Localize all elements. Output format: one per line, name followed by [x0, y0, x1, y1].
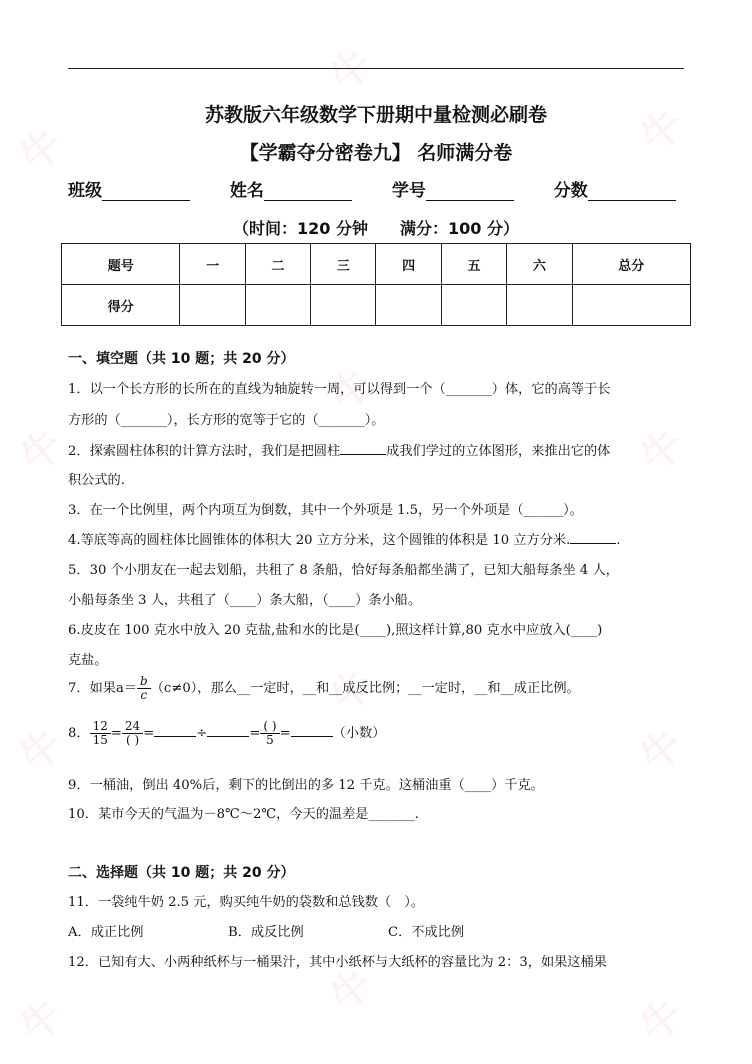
fraction-numerator: b: [137, 675, 151, 689]
name-blank[interactable]: [264, 184, 352, 201]
class-field: [68, 176, 190, 201]
question-line: 小船每条坐 3 人，共租了（____）条大船，（____）条小船。: [68, 593, 422, 608]
option-b[interactable]: B．成反比例: [228, 925, 304, 940]
equals-sign: =: [143, 726, 155, 741]
fraction-denominator: 5: [266, 733, 274, 747]
answer-blank[interactable]: [154, 724, 196, 737]
section-1-heading: 一、填空题（共 10 题；共 20 分）: [68, 351, 295, 367]
answer-blank[interactable]: [291, 724, 333, 737]
page-title: 苏教版六年级数学下册期中量检测必刷卷: [204, 104, 547, 126]
class-blank[interactable]: [102, 184, 190, 201]
table-cell: 二: [245, 244, 310, 285]
score-table-header-row: [62, 244, 691, 285]
table-cell: 四: [376, 244, 441, 285]
table-cell: 三: [311, 244, 376, 285]
score-input-cell[interactable]: [441, 285, 506, 326]
table-cell: 一: [180, 244, 245, 285]
number-field: [392, 176, 514, 201]
score-table: [61, 243, 691, 326]
fraction-numerator: 24: [122, 720, 143, 734]
score-blank[interactable]: [588, 184, 676, 201]
watermark: 牛: [322, 40, 383, 102]
question-text: 7．如果a＝: [68, 681, 138, 696]
fraction-12-15: [90, 720, 111, 747]
equals-sign: =: [110, 726, 122, 741]
watermark: 牛: [322, 660, 383, 722]
watermark: 牛: [632, 720, 693, 782]
top-rule: [68, 68, 684, 69]
answer-blank[interactable]: [570, 531, 616, 544]
question-line: 5．30 个小朋友在一起去划船，共租了 8 条船，恰好每条船都坐满了，已知大船每条坐 4 人，: [68, 563, 619, 578]
time-and-score: （时间：120 分钟 满分：100 分）: [233, 219, 519, 238]
question-line: 方形的（_______），长方形的宽等于它的（_______）。: [68, 413, 385, 428]
score-input-cell[interactable]: [376, 285, 441, 326]
score-input-cell[interactable]: [180, 285, 245, 326]
section-2-heading: 二、选择题（共 10 题；共 20 分）: [68, 865, 295, 881]
score-input-cell[interactable]: [572, 285, 690, 326]
fraction-numerator: 12: [90, 720, 111, 734]
question-line: 11．一袋纯牛奶 2.5 元，购买纯牛奶的袋数和总钱数（ ）。: [68, 895, 425, 910]
watermark: 牛: [12, 120, 73, 182]
question-line: 3．在一个比例里，两个内项互为倒数，其中一个外项是 1.5，另一个外项是（______）。: [68, 503, 583, 518]
question-text: 4.等底等高的圆柱体比圆锥体的体积大 20 立方分米，这个圆锥的体积是 10 立方分米.: [68, 533, 571, 548]
watermark: 牛: [12, 990, 73, 1052]
fraction-b-over-c: [137, 675, 151, 702]
name-label: 姓名: [229, 181, 264, 201]
score-label: 分数: [553, 181, 588, 201]
fraction-blank-5: [260, 720, 279, 747]
score-input-cell[interactable]: [245, 285, 310, 326]
equals-sign: =: [279, 726, 291, 741]
answer-blank[interactable]: [207, 724, 249, 737]
watermark: 牛: [12, 420, 73, 482]
watermark: 牛: [322, 360, 383, 422]
question-line: 克盐。: [68, 653, 108, 668]
question-line: 10．某市今天的气温为－8℃～2℃，今天的温差是_______.: [68, 807, 419, 822]
question-text: （c≠0），那么__一定时，__和__成反比例；__一定时，__和__成正比例。: [150, 681, 580, 696]
question-line: 9．一桶油，倒出 40%后，剩下的比倒出的多 12 千克。这桶油重（____）千克。: [68, 778, 544, 793]
score-input-cell[interactable]: [311, 285, 376, 326]
table-cell: 六: [507, 244, 572, 285]
question-line: [68, 440, 610, 459]
question-line: 积公式的.: [68, 473, 125, 488]
table-cell: 总分: [572, 244, 690, 285]
fraction-denominator[interactable]: ( ): [125, 733, 140, 747]
divide-sign: ÷: [196, 726, 208, 741]
question-line: [68, 720, 385, 747]
equals-sign: =: [249, 726, 261, 741]
question-line: [68, 675, 580, 702]
table-cell: 五: [441, 244, 506, 285]
question-text: 成我们学过的立体图形，来推出它的体: [386, 444, 611, 459]
question-text: （小数）: [332, 726, 386, 741]
fraction-denominator: c: [140, 688, 148, 702]
option-a[interactable]: A．成正比例: [68, 925, 144, 940]
question-options: [68, 921, 464, 940]
question-line: 4.等底等高的圆柱体比圆锥体的体积大 20 立方分米，这个圆锥的体积是 10 立方分米. .: [68, 533, 621, 548]
table-cell: 得分: [62, 285, 180, 326]
page-subtitle: 【学霸夺分密卷九】 名师满分卷: [239, 142, 513, 164]
fraction-24-blank: [122, 720, 143, 747]
question-line: 6.皮皮在 100 克水中放入 20 克盐,盐和水的比是(____),照这样计算,80 克水中应放入(____): [68, 623, 603, 638]
class-label: 班级: [68, 181, 102, 201]
watermark: 牛: [12, 720, 73, 782]
question-line: 1．以一个长方形的长所在的直线为轴旋转一周，可以得到一个（_______）体，它的高等于长: [68, 382, 611, 397]
question-text: 2．探索圆柱体积的计算方法时，我们是把圆柱: [68, 444, 341, 459]
watermark: 牛: [632, 100, 693, 162]
watermark: 牛: [632, 990, 693, 1052]
score-input-cell[interactable]: [507, 285, 572, 326]
score-field: [554, 176, 676, 201]
student-info-row: [68, 176, 676, 201]
answer-blank[interactable]: [340, 442, 386, 455]
number-label: 学号: [391, 181, 426, 201]
score-table-score-row: [62, 285, 691, 326]
number-blank[interactable]: [426, 184, 514, 201]
name-field: [230, 176, 352, 201]
question-line: 12．已知有大、小两种纸杯与一桶果汁，其中小纸杯与大纸杯的容量比为 2：3，如果这桶果: [68, 955, 607, 970]
option-c[interactable]: C．不成比例: [388, 925, 465, 940]
fraction-numerator[interactable]: ( ): [260, 720, 279, 734]
watermark: 牛: [632, 420, 693, 482]
question-text: 8．: [68, 726, 90, 741]
watermark: 牛: [322, 960, 383, 1022]
table-cell: 题号: [62, 244, 180, 285]
fraction-denominator: 15: [92, 733, 108, 747]
